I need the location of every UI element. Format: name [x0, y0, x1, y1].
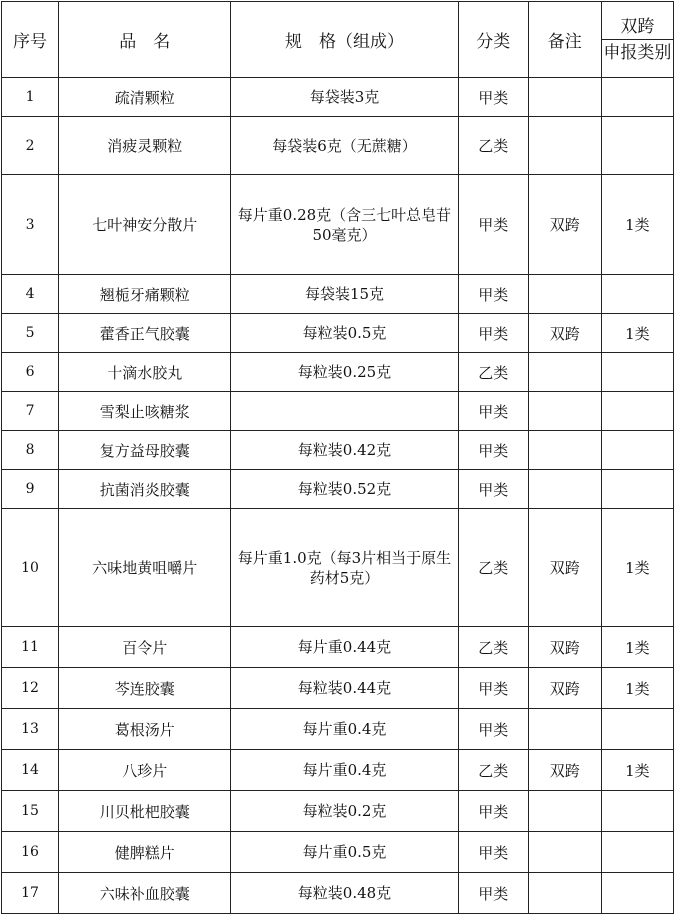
cell-dual: 1类	[601, 668, 673, 709]
cell-dual	[601, 832, 673, 873]
header-category: 分类	[458, 2, 528, 78]
cell-note	[528, 117, 601, 175]
cell-category: 甲类	[458, 275, 528, 314]
table-row	[2, 392, 674, 431]
cell-note	[528, 873, 601, 914]
table-row	[2, 750, 674, 791]
cell-spec: 每袋装3克	[231, 78, 458, 117]
cell-index: 2	[2, 117, 59, 175]
cell-dual: 1类	[601, 314, 673, 353]
cell-note: 双跨	[528, 314, 601, 353]
cell-name: 藿香正气胶囊	[59, 314, 231, 353]
cell-name: 葛根汤片	[59, 709, 231, 750]
cell-index: 4	[2, 275, 59, 314]
cell-note	[528, 470, 601, 509]
cell-note	[528, 709, 601, 750]
cell-spec: 每粒装0.5克	[231, 314, 458, 353]
table-row	[2, 275, 674, 314]
header-row	[2, 2, 674, 78]
cell-note	[528, 275, 601, 314]
cell-name: 抗菌消炎胶囊	[59, 470, 231, 509]
table-row	[2, 117, 674, 175]
cell-name: 疏清颗粒	[59, 78, 231, 117]
cell-index: 6	[2, 353, 59, 392]
cell-note: 双跨	[528, 668, 601, 709]
cell-name: 翘栀牙痛颗粒	[59, 275, 231, 314]
cell-index: 8	[2, 431, 59, 470]
cell-category: 甲类	[458, 709, 528, 750]
cell-note	[528, 392, 601, 431]
cell-spec: 每粒装0.42克	[231, 431, 458, 470]
cell-spec: 每粒装0.25克	[231, 353, 458, 392]
cell-name: 七叶神安分散片	[59, 175, 231, 275]
cell-category: 甲类	[458, 78, 528, 117]
cell-name: 六味补血胶囊	[59, 873, 231, 914]
cell-name: 复方益母胶囊	[59, 431, 231, 470]
cell-name: 六味地黄咀嚼片	[59, 509, 231, 627]
cell-spec: 每粒装0.44克	[231, 668, 458, 709]
cell-category: 甲类	[458, 431, 528, 470]
cell-note: 双跨	[528, 175, 601, 275]
header-note: 备注	[528, 2, 601, 78]
cell-dual	[601, 431, 673, 470]
cell-dual: 1类	[601, 750, 673, 791]
table-row	[2, 353, 674, 392]
cell-index: 1	[2, 78, 59, 117]
cell-name: 雪梨止咳糖浆	[59, 392, 231, 431]
cell-spec: 每袋装15克	[231, 275, 458, 314]
cell-index: 16	[2, 832, 59, 873]
cell-category: 甲类	[458, 873, 528, 914]
cell-name: 百令片	[59, 627, 231, 668]
cell-spec: 每粒装0.2克	[231, 791, 458, 832]
cell-index: 15	[2, 791, 59, 832]
cell-spec: 每片重0.4克	[231, 709, 458, 750]
table-row	[2, 314, 674, 353]
cell-category: 乙类	[458, 627, 528, 668]
cell-note: 双跨	[528, 750, 601, 791]
cell-index: 5	[2, 314, 59, 353]
table-body	[2, 78, 674, 914]
cell-dual	[601, 791, 673, 832]
cell-dual	[601, 873, 673, 914]
cell-dual: 1类	[601, 627, 673, 668]
cell-dual: 1类	[601, 175, 673, 275]
table-row	[2, 470, 674, 509]
header-spec: 规 格（组成）	[231, 2, 458, 78]
table-row	[2, 709, 674, 750]
cell-dual	[601, 353, 673, 392]
cell-name: 川贝枇杷胶囊	[59, 791, 231, 832]
cell-note	[528, 353, 601, 392]
cell-note	[528, 832, 601, 873]
cell-spec: 每片重0.4克	[231, 750, 458, 791]
table-row	[2, 175, 674, 275]
cell-note: 双跨	[528, 509, 601, 627]
cell-index: 17	[2, 873, 59, 914]
cell-index: 14	[2, 750, 59, 791]
cell-index: 10	[2, 509, 59, 627]
table-row	[2, 668, 674, 709]
table-row	[2, 509, 674, 627]
header-name: 品 名	[59, 2, 231, 78]
cell-category: 甲类	[458, 791, 528, 832]
cell-note	[528, 78, 601, 117]
table-row	[2, 832, 674, 873]
cell-category: 乙类	[458, 750, 528, 791]
cell-dual	[601, 78, 673, 117]
cell-spec: 每袋装6克（无蔗糖）	[231, 117, 458, 175]
table-row	[2, 627, 674, 668]
cell-category: 甲类	[458, 392, 528, 431]
cell-name: 十滴水胶丸	[59, 353, 231, 392]
cell-spec: 每片重0.28克（含三七叶总皂苷50毫克）	[231, 175, 458, 275]
cell-note	[528, 791, 601, 832]
cell-spec: 每粒装0.52克	[231, 470, 458, 509]
cell-index: 13	[2, 709, 59, 750]
cell-category: 甲类	[458, 668, 528, 709]
cell-index: 3	[2, 175, 59, 275]
table-row	[2, 873, 674, 914]
table-row	[2, 78, 674, 117]
cell-spec: 每片重0.44克	[231, 627, 458, 668]
cell-note: 双跨	[528, 627, 601, 668]
header-dual-top: 双跨	[602, 15, 673, 40]
cell-dual	[601, 275, 673, 314]
cell-dual	[601, 709, 673, 750]
cell-spec	[231, 392, 458, 431]
cell-category: 乙类	[458, 509, 528, 627]
cell-dual	[601, 117, 673, 175]
cell-dual: 1类	[601, 509, 673, 627]
cell-note	[528, 431, 601, 470]
cell-name: 消疲灵颗粒	[59, 117, 231, 175]
cell-spec: 每片重0.5克	[231, 832, 458, 873]
cell-name: 八珍片	[59, 750, 231, 791]
cell-index: 9	[2, 470, 59, 509]
cell-dual	[601, 392, 673, 431]
cell-index: 7	[2, 392, 59, 431]
cell-index: 12	[2, 668, 59, 709]
cell-category: 甲类	[458, 175, 528, 275]
header-index: 序号	[2, 2, 59, 78]
header-dual-bottom: 申报类别	[603, 42, 672, 63]
cell-index: 11	[2, 627, 59, 668]
cell-spec: 每粒装0.48克	[231, 873, 458, 914]
cell-name: 芩连胶囊	[59, 668, 231, 709]
cell-category: 甲类	[458, 470, 528, 509]
cell-category: 甲类	[458, 832, 528, 873]
header-dual	[601, 2, 673, 78]
table-row	[2, 791, 674, 832]
cell-category: 甲类	[458, 314, 528, 353]
cell-dual	[601, 470, 673, 509]
cell-category: 乙类	[458, 353, 528, 392]
cell-name: 健脾糕片	[59, 832, 231, 873]
cell-category: 乙类	[458, 117, 528, 175]
cell-spec: 每片重1.0克（每3片相当于原生药材5克）	[231, 509, 458, 627]
drug-table	[1, 1, 674, 914]
table-row	[2, 431, 674, 470]
